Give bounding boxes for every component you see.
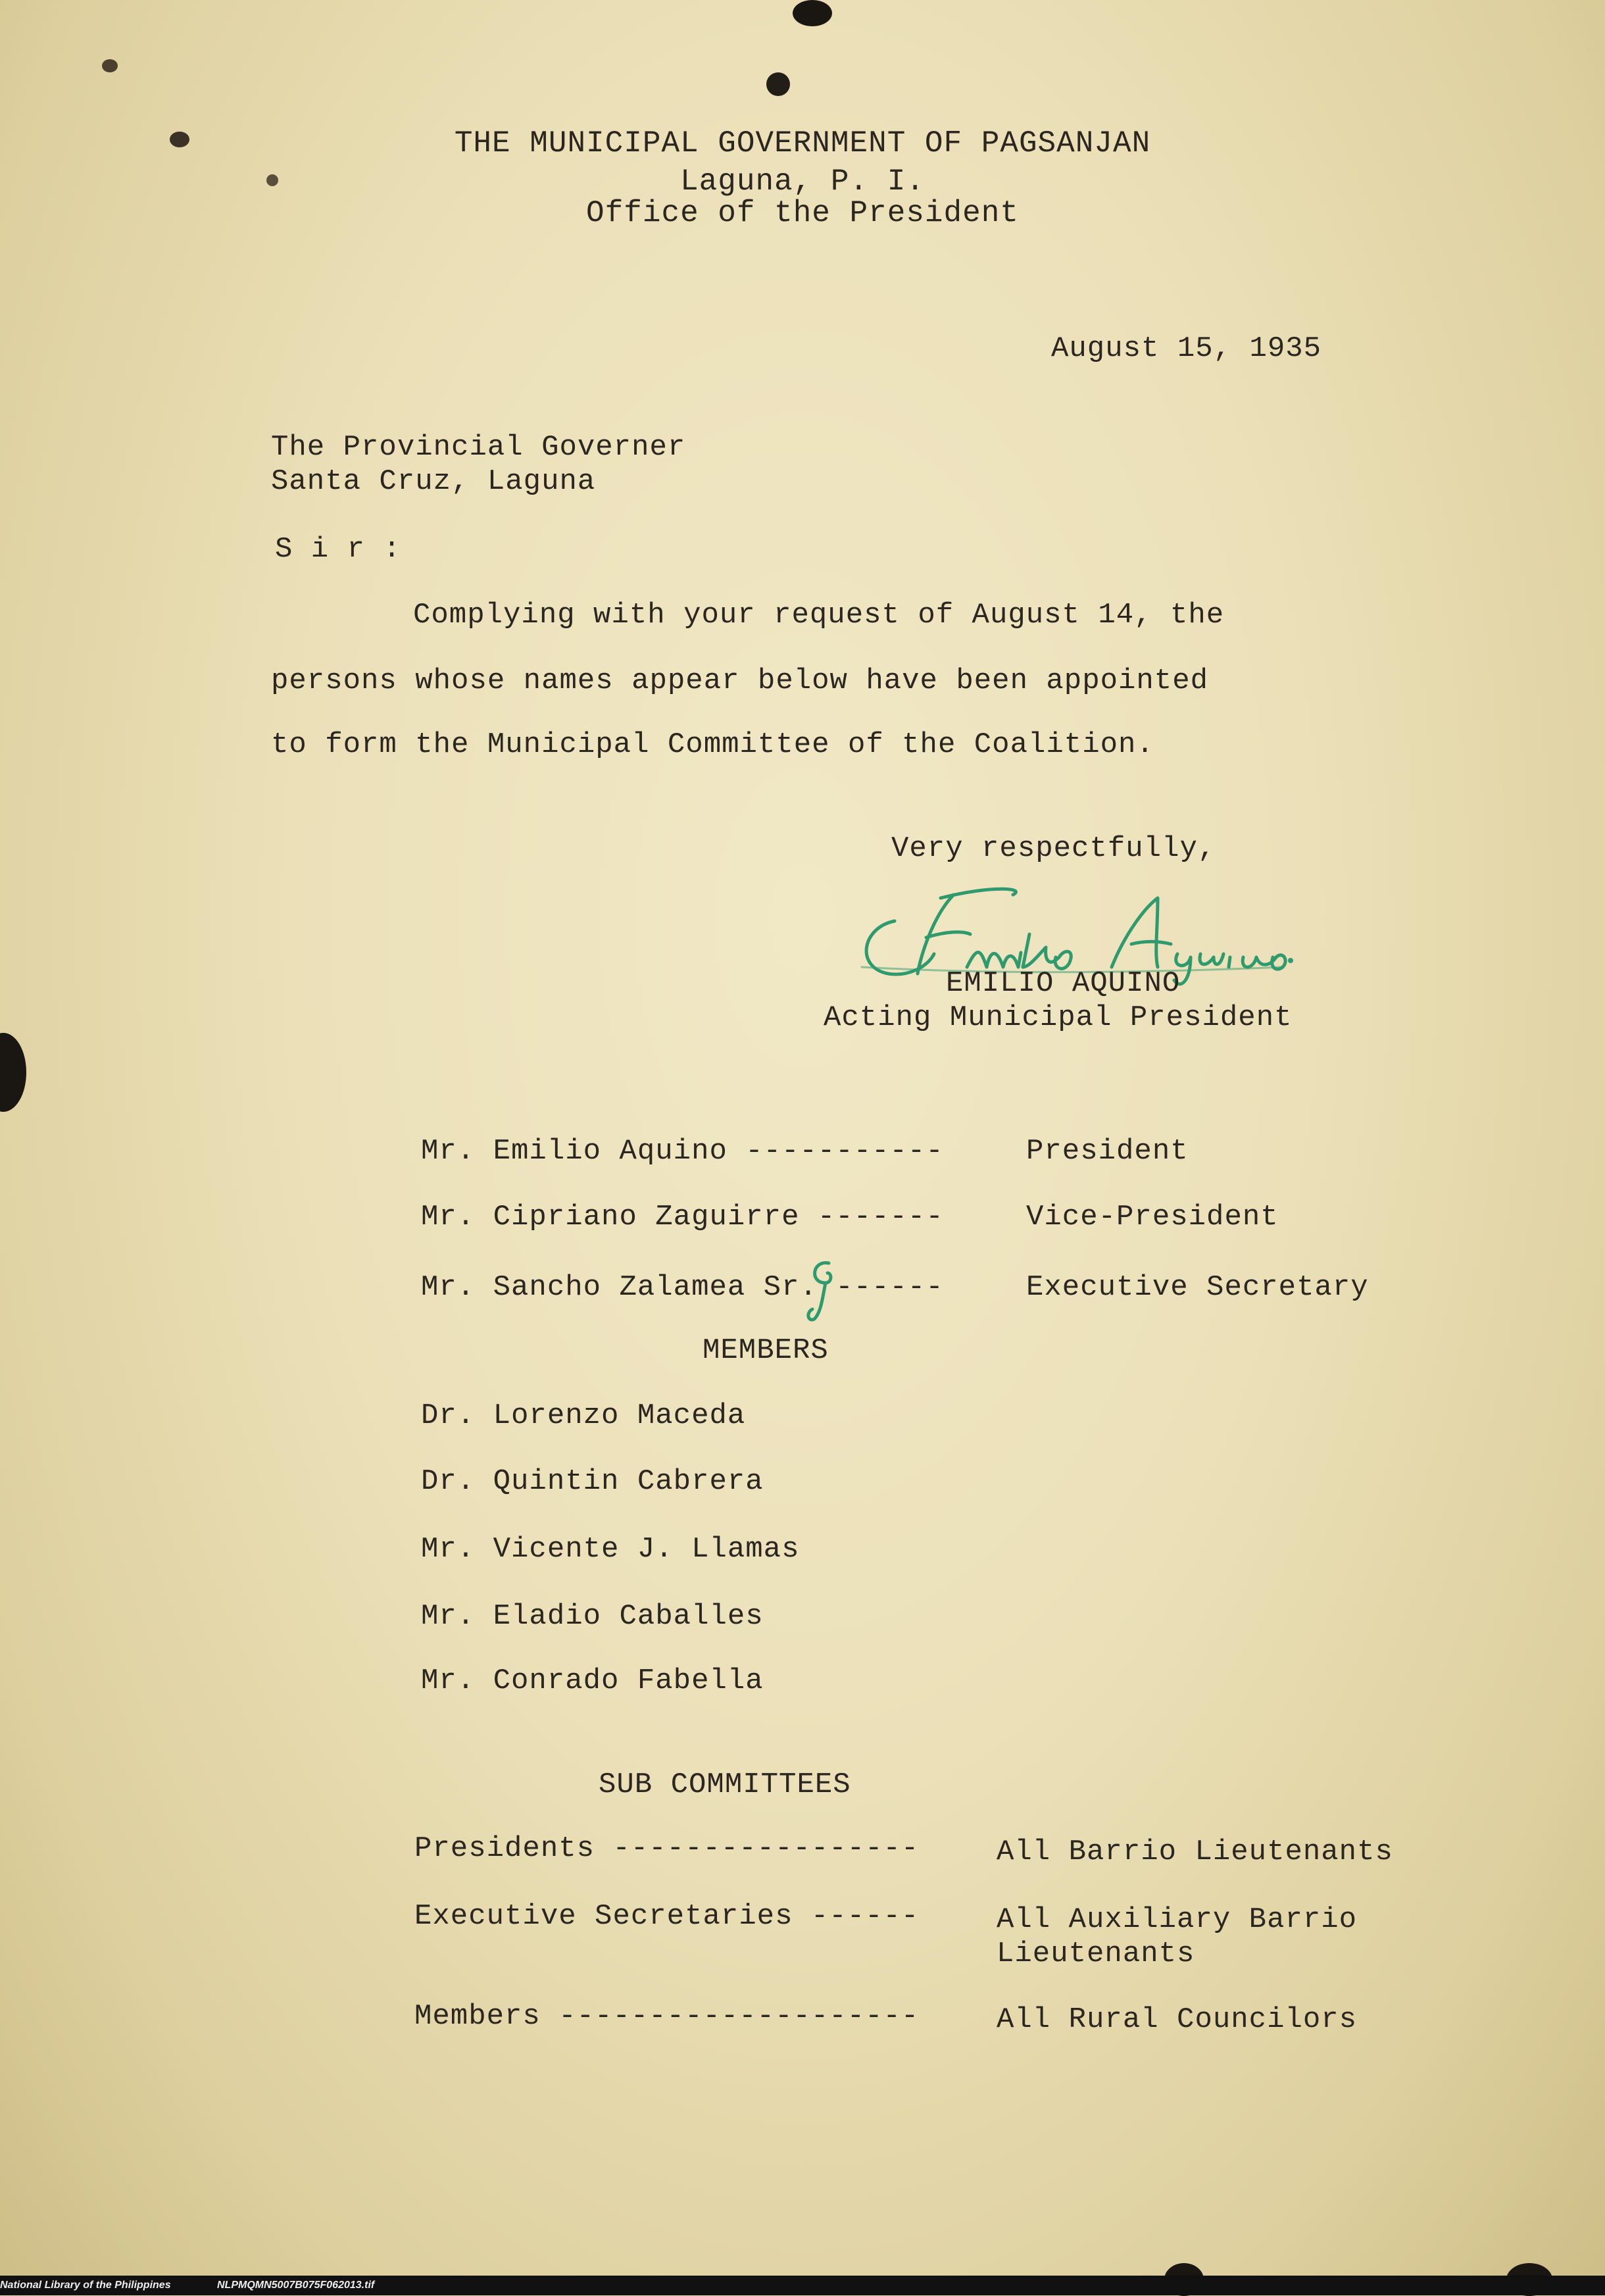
burn-spot (0, 1033, 26, 1112)
officer-name: Mr. Sancho Zalamea Sr. ------ (421, 1271, 944, 1304)
handwritten-mark (802, 1253, 842, 1326)
subcommittee-label: Members -------------------- (414, 2000, 920, 2033)
member-name: Mr. Eladio Caballes (421, 1600, 764, 1633)
body-line-1: Complying with your request of August 14, the (413, 599, 1225, 632)
officer-role: Executive Secretary (1026, 1271, 1369, 1304)
members-heading: MEMBERS (703, 1334, 829, 1367)
subcommittee-value-continued: Lieutenants (997, 1937, 1195, 1970)
archive-footer (0, 2276, 1605, 2295)
officer-name: Mr. Cipriano Zaguirre ------- (421, 1201, 944, 1234)
officer-name: Mr. Emilio Aquino ----------- (421, 1135, 944, 1168)
officer-role: Vice-President (1026, 1201, 1279, 1234)
subcommittee-value: All Auxiliary Barrio (997, 1903, 1358, 1936)
burn-spot (766, 72, 790, 96)
footer-filename: NLPMQMN5007B075F062013.tif (217, 2280, 375, 2291)
officer-role: President (1026, 1135, 1189, 1168)
signatory-title: Acting Municipal President (824, 1001, 1293, 1034)
signatory-name: EMILIO AQUINO (946, 967, 1181, 1000)
letterhead-line-2: Laguna, P. I. (680, 164, 925, 199)
subcommittee-value: All Rural Councilors (997, 2003, 1358, 2036)
body-line-3: to form the Municipal Committee of the Coalition. (271, 728, 1154, 761)
footer-source: National Library of the Philippines (0, 2280, 171, 2291)
subcommittee-label: Presidents ----------------- (414, 1832, 920, 1865)
closing: Very respectfully, (891, 832, 1216, 865)
member-name: Mr. Conrado Fabella (421, 1664, 764, 1697)
letterhead-line-1: THE MUNICIPAL GOVERNMENT OF PAGSANJAN (454, 126, 1151, 161)
burn-spot (102, 59, 118, 72)
recipient-line-2: Santa Cruz, Laguna (271, 465, 596, 498)
member-name: Dr. Lorenzo Maceda (421, 1399, 746, 1432)
subcommittees-heading: SUB COMMITTEES (599, 1768, 851, 1801)
subcommittee-value: All Barrio Lieutenants (997, 1835, 1393, 1868)
salutation: S i r : (275, 533, 401, 566)
recipient-line-1: The Provincial Governer (271, 431, 686, 464)
letter-date: August 15, 1935 (1051, 332, 1322, 365)
body-line-2: persons whose names appear below have been appointed (271, 664, 1209, 697)
letterhead-line-3: Office of the President (586, 196, 1019, 230)
burn-spot (793, 0, 832, 26)
member-name: Dr. Quintin Cabrera (421, 1465, 764, 1498)
subcommittee-label: Executive Secretaries ------ (414, 1900, 920, 1933)
member-name: Mr. Vicente J. Llamas (421, 1533, 800, 1566)
